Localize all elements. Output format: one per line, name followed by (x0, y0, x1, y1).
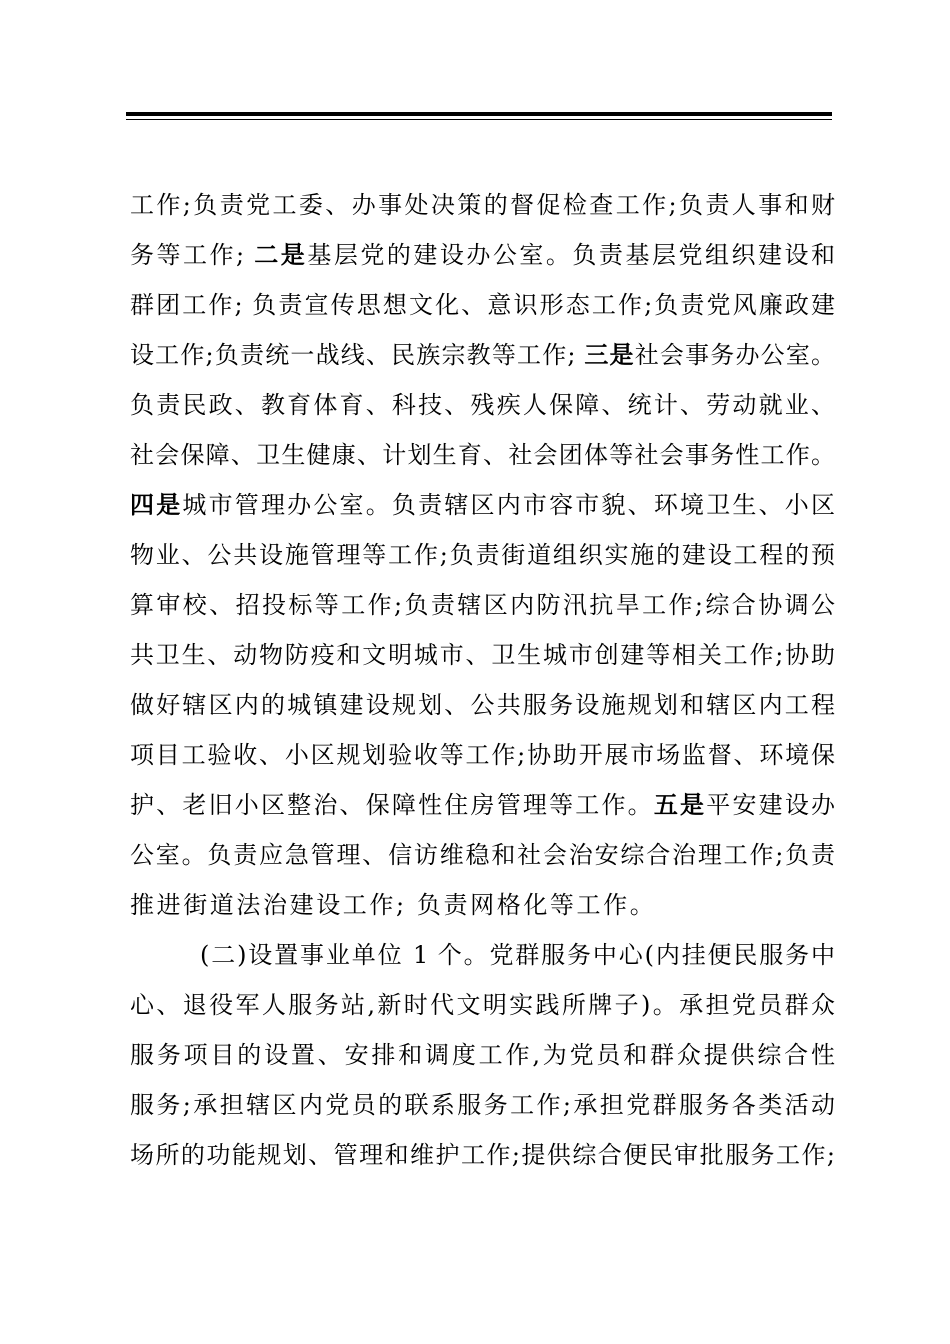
text-line (130, 380, 835, 430)
text-line (130, 580, 835, 630)
text-line (130, 880, 835, 930)
text-segment: 社会保障、卫生健康、计划生育、社会团体等社会事务性工作。 (130, 441, 835, 469)
text-segment: 群团工作; 负责宣传思想文化、意识形态工作;负责党风廉政建 (130, 291, 835, 319)
header-rule-thin (126, 119, 832, 120)
text-line (130, 780, 835, 830)
text-segment: 负责民政、教育体育、科技、残疾人保障、统计、劳动就业、 (130, 391, 835, 419)
text-segment: 设工作;负责统一战线、民族宗教等工作; (130, 341, 585, 369)
text-segment: 心、退役军人服务站,新时代文明实践所牌子)。承担党员群众 (130, 991, 835, 1019)
emphasis-marker: 三是 (584, 340, 635, 369)
text-segment: 平安建设办 (706, 791, 836, 819)
text-line (130, 630, 835, 680)
text-segment: 场所的功能规划、管理和维护工作;提供综合便民审批服务工作; (130, 1141, 835, 1169)
text-line (130, 430, 835, 480)
text-line (130, 980, 835, 1030)
text-segment: 务等工作; (130, 241, 255, 269)
text-segment: 项目工验收、小区规划验收等工作;协助开展市场监督、环境保 (130, 741, 835, 769)
text-line (130, 280, 835, 330)
text-segment: (二)设置事业单位 1 个。党群服务中心(内挂便民服务中 (200, 941, 835, 969)
text-line (130, 480, 835, 530)
text-segment: 服务;承担辖区内党员的联系服务工作;承担党群服务各类活动 (130, 1091, 835, 1119)
text-line (130, 1080, 835, 1130)
text-segment: 算审校、招投标等工作;负责辖区内防汛抗旱工作;综合协调公 (130, 591, 835, 619)
text-line (130, 530, 835, 580)
header-rule-thick (126, 112, 832, 116)
document-body (130, 180, 835, 1180)
text-segment: 工作;负责党工委、办事处决策的督促检查工作;负责人事和财 (130, 191, 835, 219)
text-segment: 共卫生、动物防疫和文明城市、卫生城市创建等相关工作;协助 (130, 641, 835, 669)
text-segment: 服务项目的设置、安排和调度工作,为党员和群众提供综合性 (130, 1041, 835, 1069)
text-segment: 基层党的建设办公室。负责基层党组织建设和 (307, 241, 836, 269)
text-segment: 物业、公共设施管理等工作;负责街道组织实施的建设工程的预 (130, 541, 835, 569)
text-line (130, 830, 835, 880)
text-line (130, 330, 835, 380)
text-segment: 城市管理办公室。负责辖区内市容市貌、环境卫生、小区 (182, 491, 836, 519)
text-line (130, 1030, 835, 1080)
text-line (130, 1130, 835, 1180)
text-segment: 推进街道法治建设工作; 负责网格化等工作。 (130, 891, 657, 919)
text-line (130, 680, 835, 730)
text-line (130, 730, 835, 780)
text-line (130, 180, 835, 230)
text-segment: 公室。负责应急管理、信访维稳和社会治安综合治理工作;负责 (130, 841, 835, 869)
emphasis-marker: 四是 (130, 490, 183, 519)
emphasis-marker: 二是 (254, 240, 308, 269)
text-line (130, 230, 835, 280)
text-segment: 做好辖区内的城镇建设规划、公共服务设施规划和辖区内工程 (130, 691, 835, 719)
text-segment: 社会事务办公室。 (634, 341, 835, 369)
text-segment: 护、老旧小区整治、保障性住房管理等工作。 (130, 791, 654, 819)
text-line (130, 930, 835, 980)
emphasis-marker: 五是 (653, 790, 707, 819)
